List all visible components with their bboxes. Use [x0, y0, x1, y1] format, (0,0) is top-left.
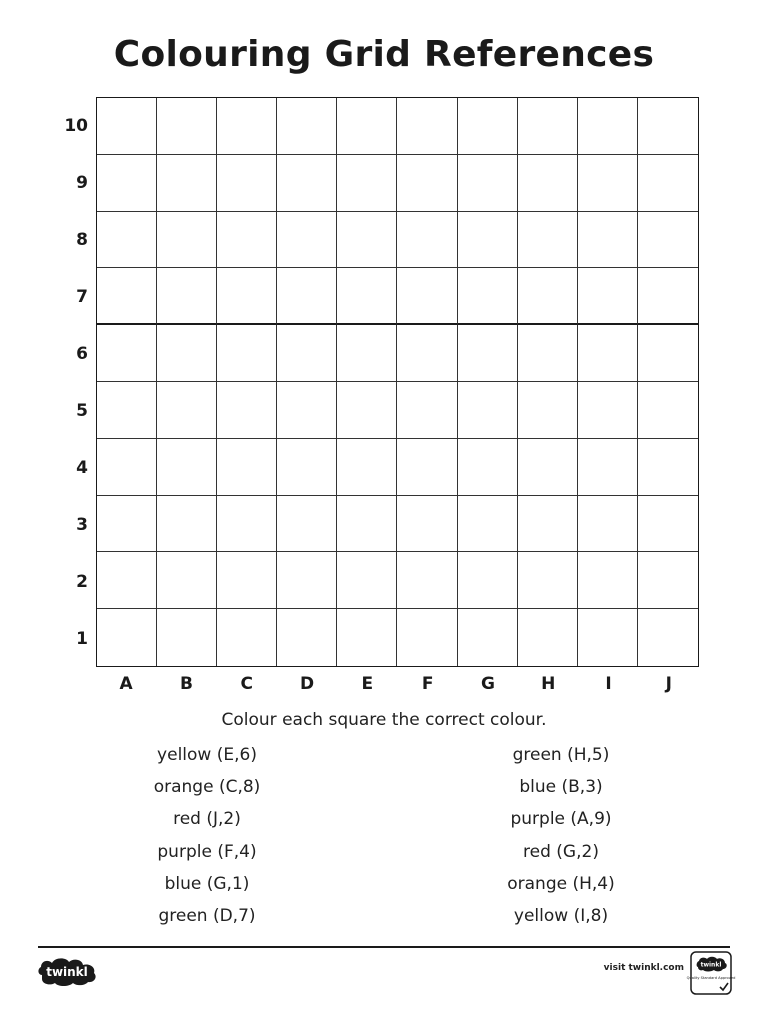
- column-label: D: [299, 674, 315, 694]
- grid-cell-J3: [638, 496, 698, 553]
- grid-cell-E2: [337, 552, 397, 609]
- grid-cell-A1: [97, 609, 157, 666]
- grid-cell-I10: [578, 98, 638, 155]
- grid-cell-I7: [578, 268, 638, 325]
- grid-cell-B3: [157, 496, 217, 553]
- grid-cell-J1: [638, 609, 698, 666]
- grid-cell-F3: [397, 496, 457, 553]
- grid-cell-E3: [337, 496, 397, 553]
- row-label: 1: [76, 628, 88, 649]
- grid-cell-H1: [518, 609, 578, 666]
- quality-badge: [686, 951, 736, 995]
- grid-cell-C2: [217, 552, 277, 609]
- grid-cell-D1: [277, 609, 337, 666]
- column-label: A: [119, 674, 133, 694]
- grid-cell-H10: [518, 98, 578, 155]
- footer-divider: [38, 946, 730, 948]
- grid-cell-F4: [397, 439, 457, 496]
- grid-cell-D6: [277, 325, 337, 382]
- grid-cell-H5: [518, 382, 578, 439]
- grid-cell-C5: [217, 382, 277, 439]
- grid-cell-J7: [638, 268, 698, 325]
- grid-cell-G4: [458, 439, 518, 496]
- clue-item: blue (B,3): [519, 777, 603, 798]
- grid-cell-H4: [518, 439, 578, 496]
- grid-cell-D5: [277, 382, 337, 439]
- grid-cell-D9: [277, 155, 337, 212]
- grid-cell-A2: [97, 552, 157, 609]
- grid-cell-J2: [638, 552, 698, 609]
- grid-cell-G9: [458, 155, 518, 212]
- grid-cell-E4: [337, 439, 397, 496]
- grid-cell-I4: [578, 439, 638, 496]
- grid-cell-E6: [337, 325, 397, 382]
- row-label: 3: [76, 514, 88, 535]
- grid-cell-H7: [518, 268, 578, 325]
- grid-cell-G7: [458, 268, 518, 325]
- grid-cell-J5: [638, 382, 698, 439]
- grid-cell-I9: [578, 155, 638, 212]
- grid-cell-C8: [217, 212, 277, 269]
- visit-link[interactable]: visit twinkl.com: [603, 963, 684, 973]
- grid-cell-D10: [277, 98, 337, 155]
- clue-list-right: [451, 742, 671, 935]
- grid-cell-B6: [157, 325, 217, 382]
- grid-cell-B5: [157, 382, 217, 439]
- grid-cell-B2: [157, 552, 217, 609]
- clue-item: purple (F,4): [157, 841, 257, 862]
- grid-cell-A3: [97, 496, 157, 553]
- grid-cell-E7: [337, 268, 397, 325]
- grid-cell-A7: [97, 268, 157, 325]
- row-label: 8: [76, 229, 88, 250]
- grid-cell-I5: [578, 382, 638, 439]
- twinkl-logo: [36, 955, 98, 987]
- clue-item: orange (H,4): [507, 873, 615, 894]
- grid-cell-D4: [277, 439, 337, 496]
- column-label: J: [665, 674, 672, 694]
- grid-cell-A10: [97, 98, 157, 155]
- grid-cell-B7: [157, 268, 217, 325]
- grid-cell-B9: [157, 155, 217, 212]
- grid-cell-J10: [638, 98, 698, 155]
- row-label: 4: [76, 457, 88, 478]
- grid-cell-G2: [458, 552, 518, 609]
- grid-cell-G3: [458, 496, 518, 553]
- grid-cell-C7: [217, 268, 277, 325]
- grid-cell-I3: [578, 496, 638, 553]
- page-title: Colouring Grid References: [113, 34, 655, 75]
- grid-cell-E1: [337, 609, 397, 666]
- grid-cell-D8: [277, 212, 337, 269]
- clue-item: purple (A,9): [510, 809, 612, 830]
- grid-cell-A6: [97, 325, 157, 382]
- column-label: G: [480, 674, 495, 694]
- grid-cell-J8: [638, 212, 698, 269]
- grid-cell-I8: [578, 212, 638, 269]
- grid-cell-A9: [97, 155, 157, 212]
- grid-cell-F5: [397, 382, 457, 439]
- grid-cell-H9: [518, 155, 578, 212]
- grid-cell-G5: [458, 382, 518, 439]
- grid-cell-F9: [397, 155, 457, 212]
- grid-cell-G1: [458, 609, 518, 666]
- column-label: E: [361, 674, 374, 694]
- grid-cell-F8: [397, 212, 457, 269]
- clue-item: yellow (E,6): [157, 745, 257, 765]
- grid-cell-B4: [157, 439, 217, 496]
- grid-cell-F7: [397, 268, 457, 325]
- column-label: B: [179, 674, 193, 694]
- badge-brand: twinkl: [700, 961, 722, 969]
- grid-cell-E9: [337, 155, 397, 212]
- clue-item: green (D,7): [158, 905, 256, 926]
- grid-cell-H6: [518, 325, 578, 382]
- clue-item: orange (C,8): [153, 777, 261, 798]
- grid-cell-I2: [578, 552, 638, 609]
- grid-cell-F10: [397, 98, 457, 155]
- column-label: H: [541, 674, 556, 694]
- grid-cell-J9: [638, 155, 698, 212]
- logo-text: twinkl: [46, 965, 88, 979]
- clue-item: yellow (I,8): [513, 905, 609, 926]
- grid-cell-B8: [157, 212, 217, 269]
- grid-cell-J4: [638, 439, 698, 496]
- badge-text: Quality Standard Approved: [686, 976, 736, 980]
- grid-cell-A5: [97, 382, 157, 439]
- row-label: 10: [64, 115, 88, 136]
- instruction-text: Colour each square the correct colour.: [221, 710, 547, 730]
- row-label: 6: [76, 343, 88, 364]
- grid-cell-D3: [277, 496, 337, 553]
- grid-cell-C1: [217, 609, 277, 666]
- column-label: I: [605, 674, 612, 694]
- grid-cell-A4: [97, 439, 157, 496]
- grid-cell-H8: [518, 212, 578, 269]
- grid-cell-H2: [518, 552, 578, 609]
- grid-cell-C3: [217, 496, 277, 553]
- grid-cell-A8: [97, 212, 157, 269]
- grid-cell-G8: [458, 212, 518, 269]
- grid-cell-C10: [217, 98, 277, 155]
- grid-cell-G6: [458, 325, 518, 382]
- grid-cell-F2: [397, 552, 457, 609]
- grid-cell-B10: [157, 98, 217, 155]
- grid-cell-B1: [157, 609, 217, 666]
- clue-item: red (G,2): [523, 841, 599, 862]
- grid-cell-E5: [337, 382, 397, 439]
- grid-cell-E10: [337, 98, 397, 155]
- grid-cell-J6: [638, 325, 698, 382]
- row-label: 2: [76, 571, 88, 592]
- grid-cell-I1: [578, 609, 638, 666]
- grid-cell-I6: [578, 325, 638, 382]
- row-label: 9: [76, 172, 88, 193]
- grid-cell-G10: [458, 98, 518, 155]
- grid-cell-E8: [337, 212, 397, 269]
- grid-cell-F1: [397, 609, 457, 666]
- clue-list-left: [97, 742, 317, 935]
- clue-item: red (J,2): [173, 809, 241, 830]
- colouring-grid: [96, 97, 699, 667]
- row-label: 7: [76, 286, 88, 307]
- grid-cell-F6: [397, 325, 457, 382]
- grid-cell-H3: [518, 496, 578, 553]
- grid-cell-C9: [217, 155, 277, 212]
- column-label: C: [240, 674, 253, 694]
- grid-cell-D7: [277, 268, 337, 325]
- row-label: 5: [76, 400, 88, 421]
- column-label: F: [421, 674, 434, 694]
- grid-cell-D2: [277, 552, 337, 609]
- grid-cell-C6: [217, 325, 277, 382]
- grid-cell-C4: [217, 439, 277, 496]
- clue-item: blue (G,1): [164, 873, 250, 894]
- clue-item: green (H,5): [512, 745, 610, 765]
